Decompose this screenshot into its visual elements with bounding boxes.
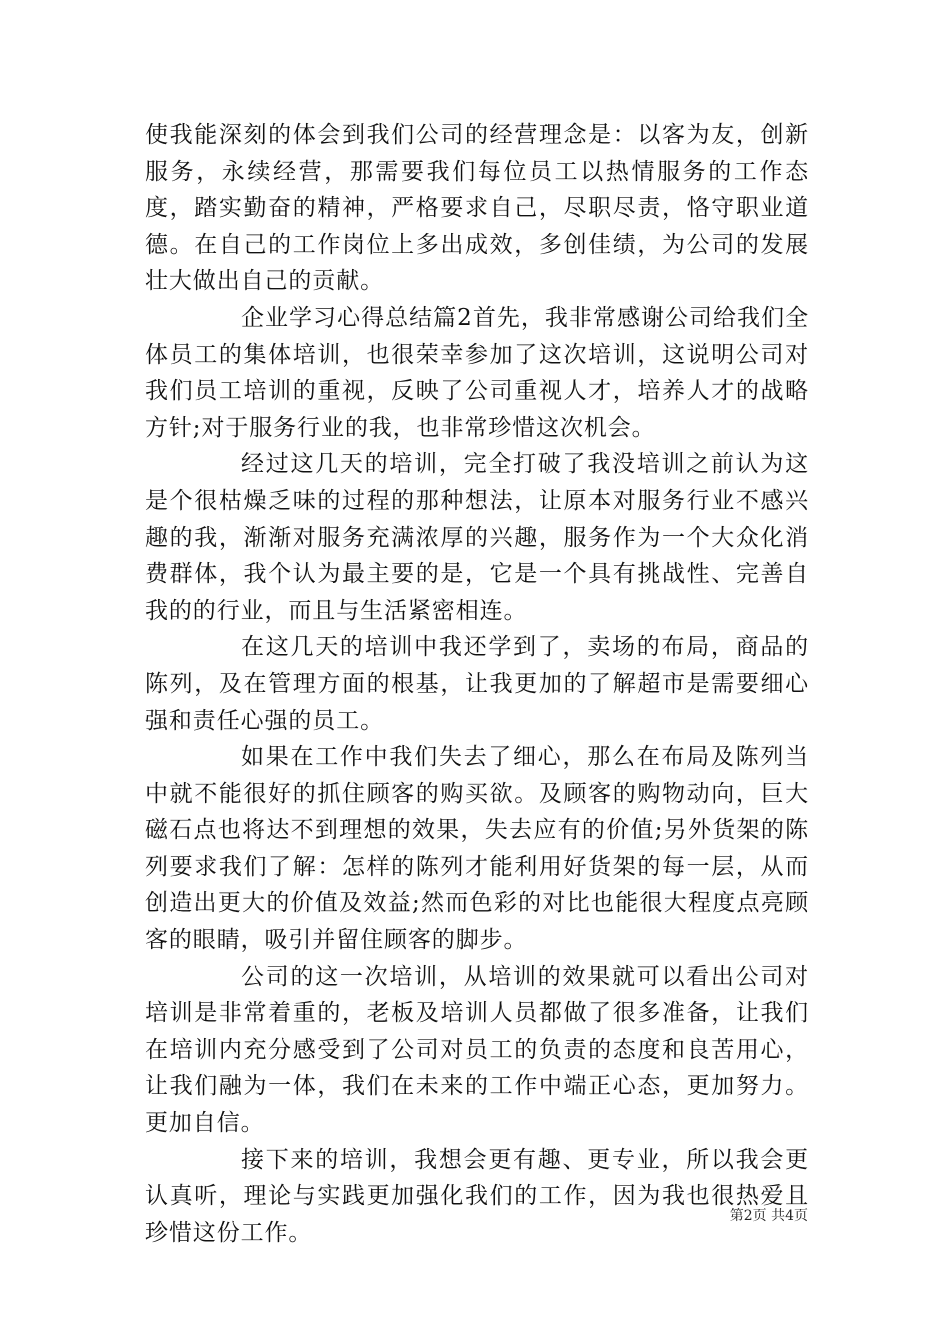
- paragraph-1: 使我能深刻的体会到我们公司的经营理念是：以客为友，创新服务，永续经营，那需要我们每位员工以热情服务的工作态度，踏实勤奋的精神，严格要求自己，尽职尽责，恪守职业道德。在自己的工作岗位上多出成效，多创佳绩，为公司的发展壮大做出自己的贡献。: [145, 122, 809, 295]
- document-body: [145, 117, 809, 1251]
- paragraph-7: 接下来的培训，我想会更有趣、更专业，所以我会更认真听，理论与实践更加强化我们的工作，因为我也很热爱且珍惜这份工作。: [145, 1146, 809, 1246]
- page-number-footer: 第2页 共4页: [729, 1208, 808, 1224]
- paragraph-2: 企业学习心得总结篇2首先，我非常感谢公司给我们全体员工的集体培训，也很荣幸参加了这次培训，这说明公司对我们员工培训的重视，反映了公司重视人才，培养人才的战略方针;对于服务行业的我，也非常珍惜这次机会。: [145, 304, 809, 441]
- paragraph-5: 如果在工作中我们失去了细心，那么在布局及陈列当中就不能很好的抓住顾客的购买欲。及顾客的购物动向，巨大磁石点也将达不到理想的效果，失去应有的价值;另外货架的陈列要求我们了解：怎样的陈列才能利用好货架的每一层，从而创造出更大的价值及效益;然而色彩的对比也能很大程度点亮顾客的眼睛，吸引并留住顾客的脚步。: [145, 744, 809, 954]
- paragraph-3: 经过这几天的培训，完全打破了我没培训之前认为这是个很枯燥乏味的过程的那种想法，让原本对服务行业不感兴趣的我，渐渐对服务充满浓厚的兴趣，服务作为一个大众化消费群体，我个认为最主要的是，它是一个具有挑战性、完善自我的的行业，而且与生活紧密相连。: [145, 451, 809, 624]
- paragraph-6: 公司的这一次培训，从培训的效果就可以看出公司对培训是非常着重的，老板及培训人员都做了很多准备，让我们在培训内充分感受到了公司对员工的负责的态度和良苦用心，让我们融为一体，我们在未来的工作中端正心态，更加努力。更加自信。: [145, 963, 809, 1137]
- paragraph-4: 在这几天的培训中我还学到了，卖场的布局，商品的陈列，及在管理方面的根基，让我更加的了解超市是需要细心强和责任心强的员工。: [145, 634, 809, 734]
